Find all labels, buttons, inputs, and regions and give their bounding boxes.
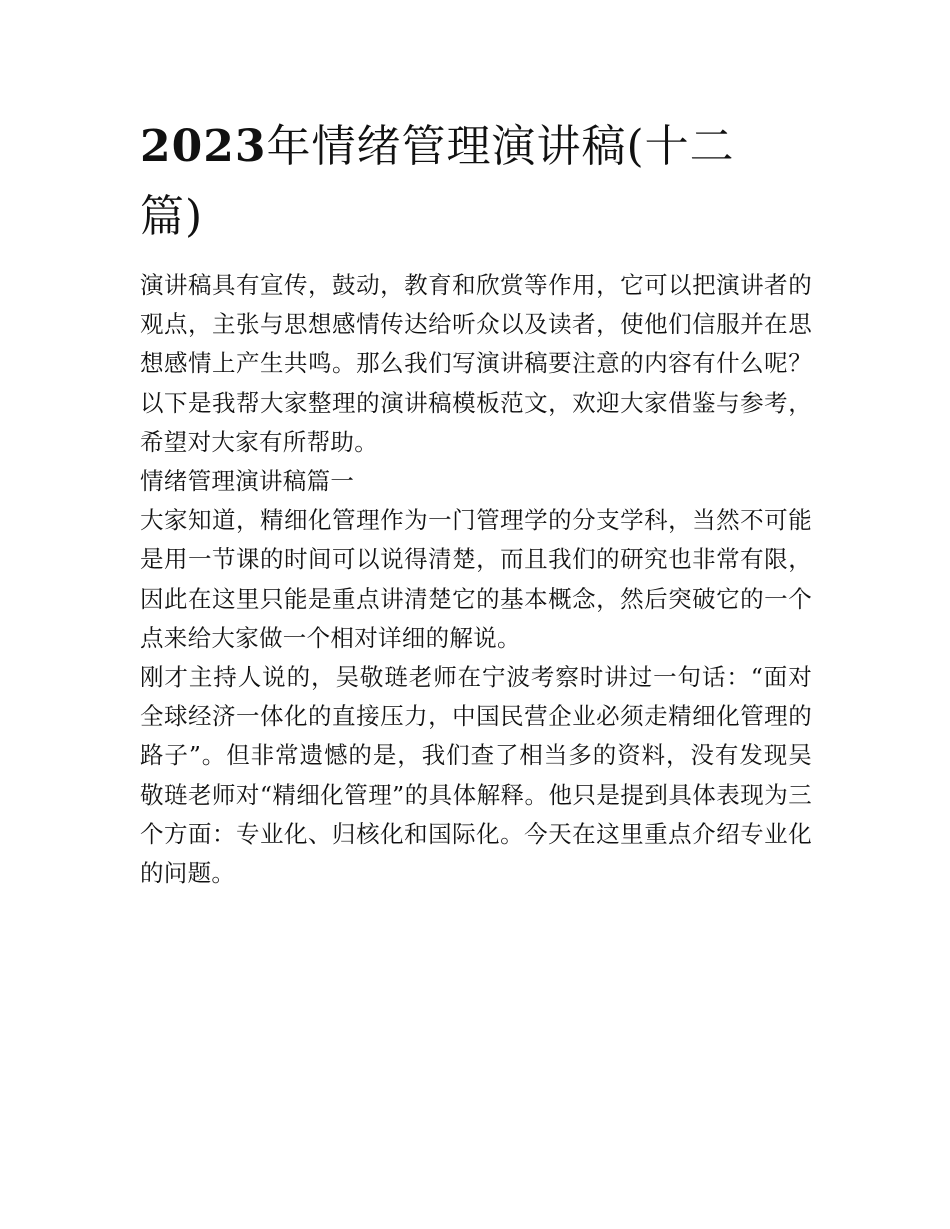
intro-paragraph: 演讲稿具有宣传，鼓动，教育和欣赏等作用，它可以把演讲者的观点，主张与思想感情传达给听众以及读者，使他们信服并在思想感情上产生共鸣。那么我们写演讲稿要注意的内容有什么呢？以下是我帮大家整理的演讲稿模板范文，欢迎大家借鉴与参考，希望对大家有所帮助。	[140, 271, 812, 456]
document-body	[140, 112, 812, 893]
document-title	[140, 112, 780, 252]
title-text: 年情绪管理演讲稿(十二篇)	[140, 121, 735, 242]
title-year: 2023	[140, 121, 267, 172]
body-paragraph-2: 刚才主持人说的，吴敬琏老师在宁波考察时讲过一句话：“面对全球经济一体化的直接压力，中国民营企业必须走精细化管理的路子”。但非常遗憾的是，我们查了相当多的资料，没有发现吴敬琏老师对“精细化管理”的具体解释。他只是提到具体表现为三个方面：专业化、归核化和国际化。今天在这里重点介绍专业化的问题。	[140, 663, 812, 888]
body-paragraph-1: 大家知道，精细化管理作为一门管理学的分支学科，当然不可能是用一节课的时间可以说得清楚，而且我们的研究也非常有限，因此在这里只能是重点讲清楚它的基本概念，然后突破它的一个点来给大家做一个相对详细的解说。	[140, 506, 812, 652]
section-heading: 情绪管理演讲稿篇一	[140, 467, 355, 496]
